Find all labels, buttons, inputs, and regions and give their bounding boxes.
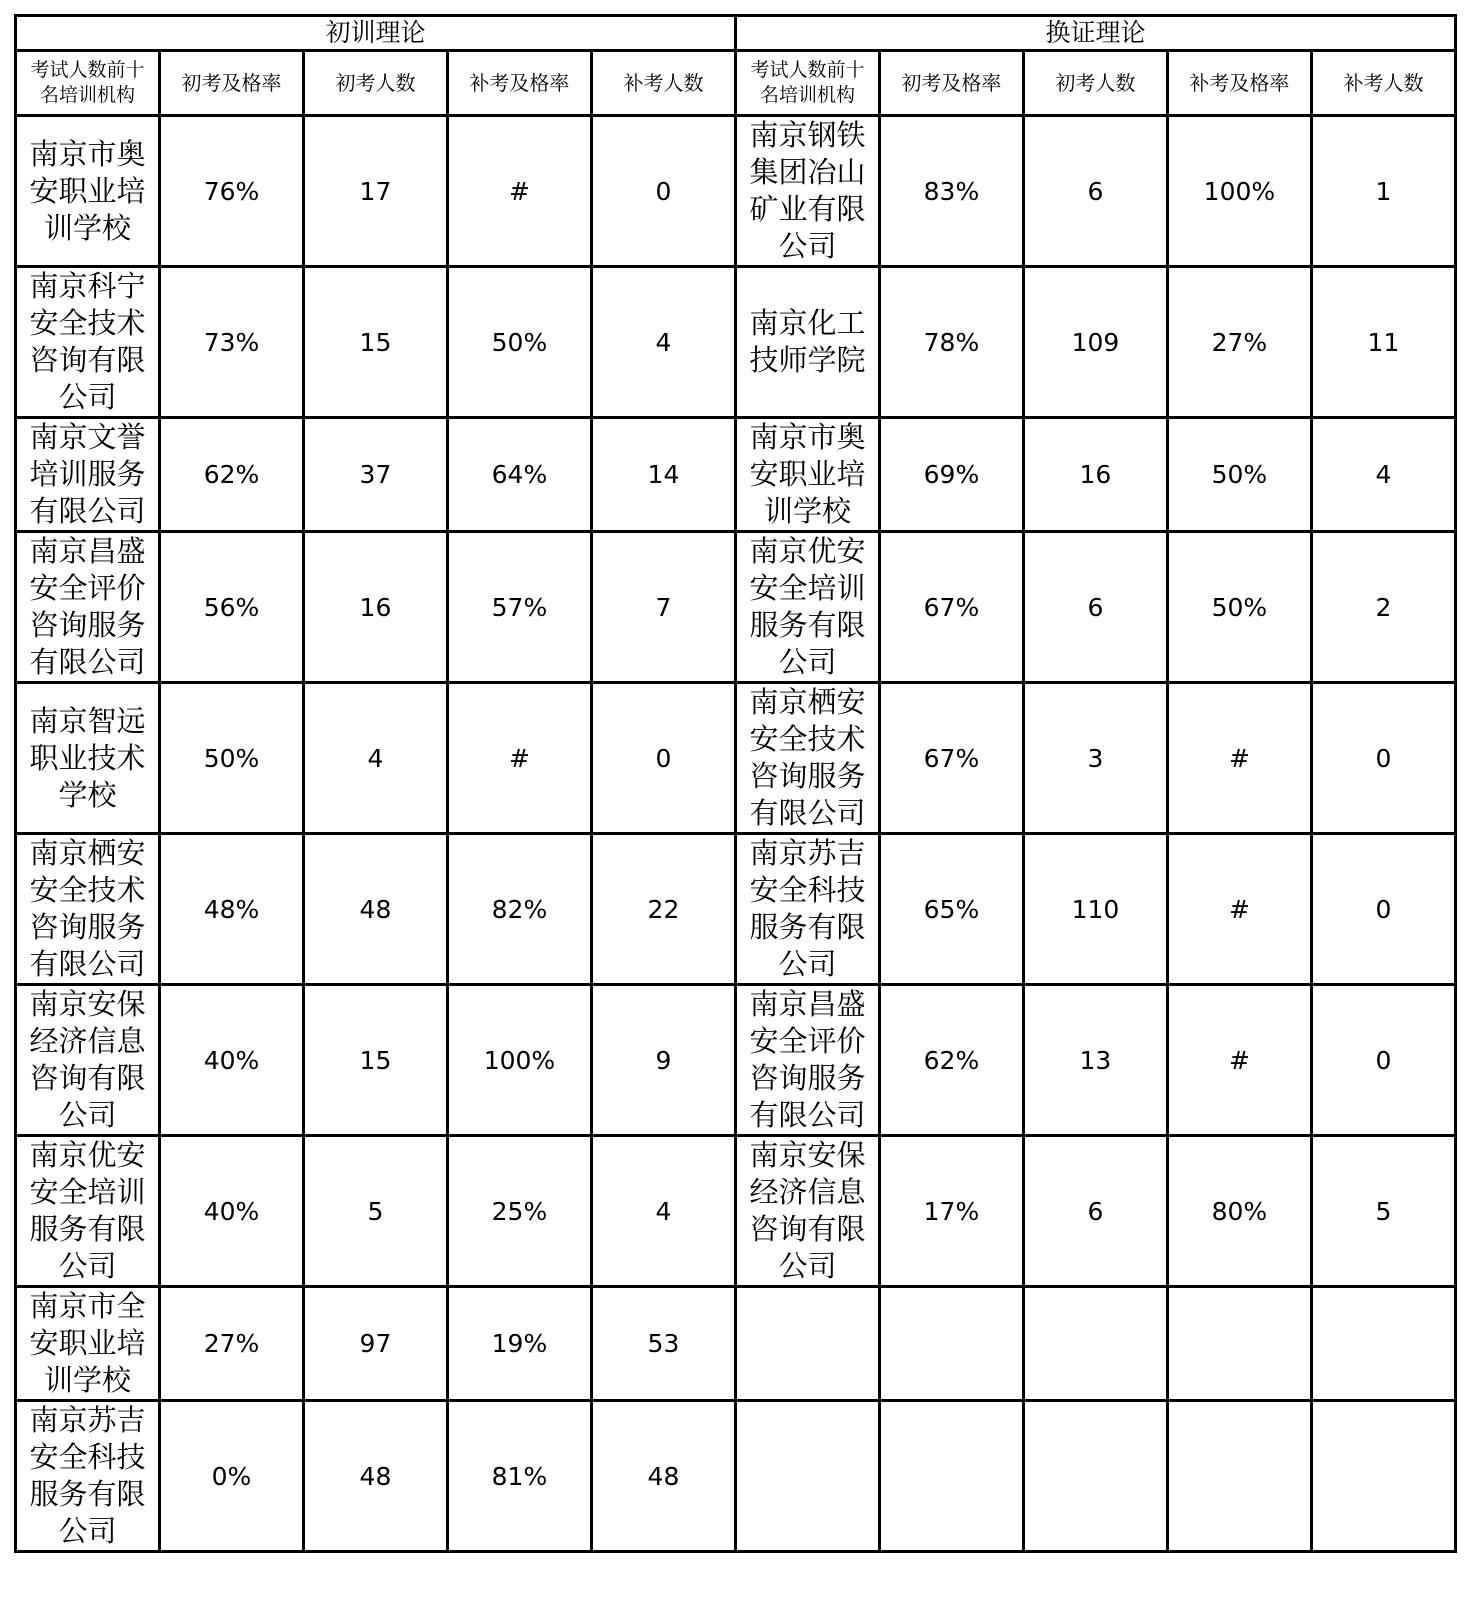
- col-header-retake-count: 补考人数: [1311, 51, 1455, 116]
- initial-retake-count: 4: [591, 1136, 735, 1287]
- renewal-first-count: [1023, 1401, 1167, 1552]
- initial-first-pass-rate: 73%: [159, 267, 303, 418]
- initial-retake-count: 53: [591, 1287, 735, 1401]
- renewal-retake-count: 11: [1311, 267, 1455, 418]
- initial-first-count: 16: [303, 532, 447, 683]
- renewal-retake-pass-rate: #: [1167, 985, 1311, 1136]
- initial-retake-pass-rate: 82%: [447, 834, 591, 985]
- renewal-org-name: 南京栖安安全技术咨询服务有限公司: [735, 683, 879, 834]
- initial-retake-count: 4: [591, 267, 735, 418]
- initial-retake-count: 9: [591, 985, 735, 1136]
- renewal-retake-count: 2: [1311, 532, 1455, 683]
- renewal-first-pass-rate: 62%: [879, 985, 1023, 1136]
- table-row: [16, 683, 1456, 834]
- initial-org-name: 南京科宁安全技术咨询有限公司: [16, 267, 160, 418]
- initial-retake-count: 0: [591, 116, 735, 267]
- col-header-org: 考试人数前十名培训机构: [16, 51, 160, 116]
- renewal-first-count: [1023, 1287, 1167, 1401]
- col-header-first-pass-rate: 初考及格率: [879, 51, 1023, 116]
- initial-first-count: 17: [303, 116, 447, 267]
- initial-retake-pass-rate: 64%: [447, 418, 591, 532]
- renewal-first-count: 109: [1023, 267, 1167, 418]
- renewal-first-pass-rate: 65%: [879, 834, 1023, 985]
- renewal-first-count: 16: [1023, 418, 1167, 532]
- initial-retake-pass-rate: 81%: [447, 1401, 591, 1552]
- initial-org-name: 南京智远职业技术学校: [16, 683, 160, 834]
- renewal-retake-count: 0: [1311, 683, 1455, 834]
- renewal-retake-pass-rate: #: [1167, 834, 1311, 985]
- table-row: [16, 1287, 1456, 1401]
- renewal-org-name: 南京市奥安职业培训学校: [735, 418, 879, 532]
- group-renewal-title: 换证理论: [735, 16, 1455, 51]
- initial-first-count: 37: [303, 418, 447, 532]
- col-header-first-count: 初考人数: [303, 51, 447, 116]
- renewal-retake-pass-rate: [1167, 1287, 1311, 1401]
- exam-statistics-table: [14, 14, 1457, 1553]
- renewal-retake-pass-rate: [1167, 1401, 1311, 1552]
- initial-retake-count: 14: [591, 418, 735, 532]
- initial-retake-count: 48: [591, 1401, 735, 1552]
- table-row: [16, 267, 1456, 418]
- renewal-first-pass-rate: 17%: [879, 1136, 1023, 1287]
- renewal-retake-pass-rate: 50%: [1167, 418, 1311, 532]
- renewal-first-count: 6: [1023, 116, 1167, 267]
- table-row: [16, 532, 1456, 683]
- renewal-org-name: [735, 1401, 879, 1552]
- renewal-first-count: 6: [1023, 1136, 1167, 1287]
- col-header-retake-count: 补考人数: [591, 51, 735, 116]
- initial-first-pass-rate: 27%: [159, 1287, 303, 1401]
- col-header-retake-pass-rate: 补考及格率: [447, 51, 591, 116]
- renewal-first-pass-rate: [879, 1287, 1023, 1401]
- table-row: [16, 985, 1456, 1136]
- renewal-org-name: [735, 1287, 879, 1401]
- initial-org-name: 南京文誉培训服务有限公司: [16, 418, 160, 532]
- renewal-org-name: 南京昌盛安全评价咨询服务有限公司: [735, 985, 879, 1136]
- renewal-retake-pass-rate: 100%: [1167, 116, 1311, 267]
- col-header-first-count: 初考人数: [1023, 51, 1167, 116]
- renewal-retake-count: [1311, 1287, 1455, 1401]
- renewal-first-pass-rate: [879, 1401, 1023, 1552]
- table-row: [16, 116, 1456, 267]
- initial-retake-pass-rate: #: [447, 116, 591, 267]
- initial-first-pass-rate: 56%: [159, 532, 303, 683]
- initial-retake-pass-rate: 100%: [447, 985, 591, 1136]
- initial-org-name: 南京优安安全培训服务有限公司: [16, 1136, 160, 1287]
- column-header-row: [16, 51, 1456, 116]
- initial-org-name: 南京市全安职业培训学校: [16, 1287, 160, 1401]
- renewal-retake-pass-rate: 80%: [1167, 1136, 1311, 1287]
- initial-retake-pass-rate: 19%: [447, 1287, 591, 1401]
- renewal-first-pass-rate: 69%: [879, 418, 1023, 532]
- initial-org-name: 南京市奥安职业培训学校: [16, 116, 160, 267]
- col-header-first-pass-rate: 初考及格率: [159, 51, 303, 116]
- table-row: [16, 418, 1456, 532]
- col-header-retake-pass-rate: 补考及格率: [1167, 51, 1311, 116]
- renewal-retake-count: 0: [1311, 834, 1455, 985]
- initial-first-count: 15: [303, 267, 447, 418]
- renewal-org-name: 南京苏吉安全科技服务有限公司: [735, 834, 879, 985]
- initial-first-count: 4: [303, 683, 447, 834]
- table-row: [16, 1136, 1456, 1287]
- initial-retake-count: 0: [591, 683, 735, 834]
- renewal-first-pass-rate: 78%: [879, 267, 1023, 418]
- initial-org-name: 南京安保经济信息咨询有限公司: [16, 985, 160, 1136]
- table-row: [16, 834, 1456, 985]
- renewal-retake-count: 0: [1311, 985, 1455, 1136]
- renewal-org-name: 南京钢铁集团冶山矿业有限公司: [735, 116, 879, 267]
- col-header-org: 考试人数前十名培训机构: [735, 51, 879, 116]
- initial-org-name: 南京昌盛安全评价咨询服务有限公司: [16, 532, 160, 683]
- initial-first-pass-rate: 76%: [159, 116, 303, 267]
- renewal-first-pass-rate: 67%: [879, 683, 1023, 834]
- renewal-retake-pass-rate: 50%: [1167, 532, 1311, 683]
- group-header-row: [16, 16, 1456, 51]
- renewal-retake-count: 1: [1311, 116, 1455, 267]
- renewal-org-name: 南京化工技师学院: [735, 267, 879, 418]
- initial-first-pass-rate: 62%: [159, 418, 303, 532]
- initial-retake-pass-rate: 57%: [447, 532, 591, 683]
- renewal-first-count: 13: [1023, 985, 1167, 1136]
- initial-first-pass-rate: 40%: [159, 985, 303, 1136]
- renewal-retake-count: 5: [1311, 1136, 1455, 1287]
- initial-first-count: 97: [303, 1287, 447, 1401]
- initial-first-count: 48: [303, 1401, 447, 1552]
- renewal-retake-pass-rate: 27%: [1167, 267, 1311, 418]
- initial-org-name: 南京苏吉安全科技服务有限公司: [16, 1401, 160, 1552]
- renewal-first-pass-rate: 83%: [879, 116, 1023, 267]
- initial-first-pass-rate: 0%: [159, 1401, 303, 1552]
- group-initial-title: 初训理论: [16, 16, 736, 51]
- renewal-first-count: 110: [1023, 834, 1167, 985]
- renewal-first-count: 6: [1023, 532, 1167, 683]
- initial-first-pass-rate: 40%: [159, 1136, 303, 1287]
- renewal-first-pass-rate: 67%: [879, 532, 1023, 683]
- initial-first-count: 15: [303, 985, 447, 1136]
- initial-first-count: 48: [303, 834, 447, 985]
- initial-first-count: 5: [303, 1136, 447, 1287]
- renewal-org-name: 南京优安安全培训服务有限公司: [735, 532, 879, 683]
- initial-first-pass-rate: 50%: [159, 683, 303, 834]
- renewal-first-count: 3: [1023, 683, 1167, 834]
- initial-retake-pass-rate: #: [447, 683, 591, 834]
- renewal-retake-pass-rate: #: [1167, 683, 1311, 834]
- renewal-org-name: 南京安保经济信息咨询有限公司: [735, 1136, 879, 1287]
- initial-org-name: 南京栖安安全技术咨询服务有限公司: [16, 834, 160, 985]
- initial-first-pass-rate: 48%: [159, 834, 303, 985]
- renewal-retake-count: 4: [1311, 418, 1455, 532]
- renewal-retake-count: [1311, 1401, 1455, 1552]
- initial-retake-count: 22: [591, 834, 735, 985]
- table-row: [16, 1401, 1456, 1552]
- initial-retake-count: 7: [591, 532, 735, 683]
- initial-retake-pass-rate: 50%: [447, 267, 591, 418]
- initial-retake-pass-rate: 25%: [447, 1136, 591, 1287]
